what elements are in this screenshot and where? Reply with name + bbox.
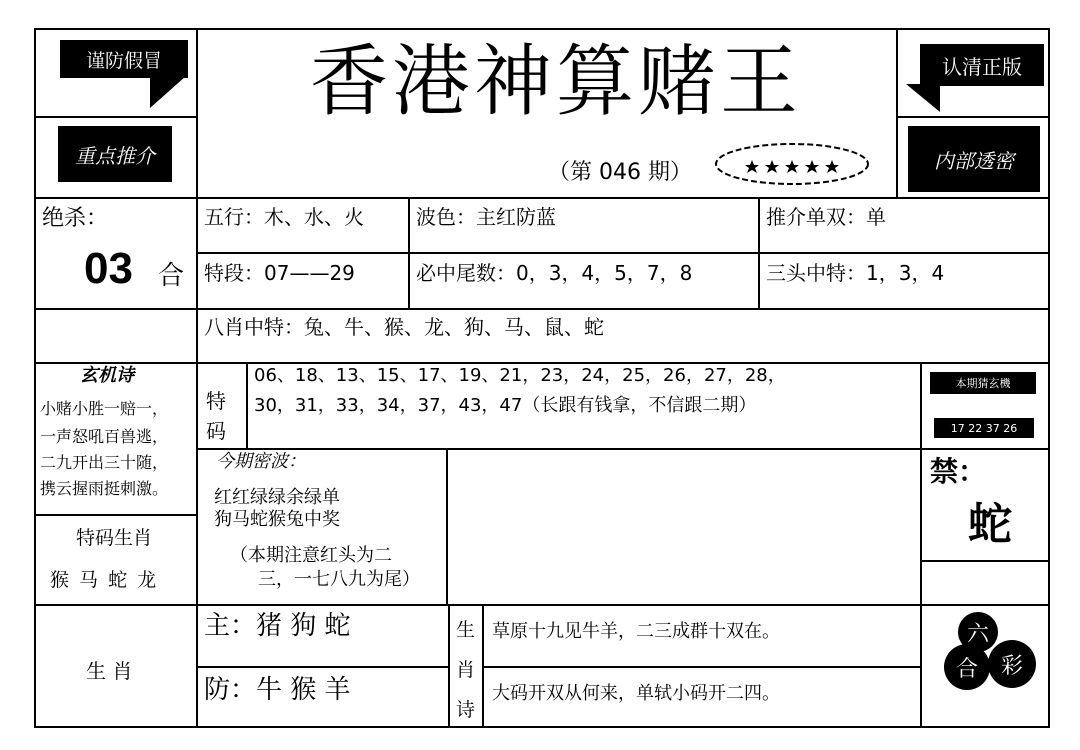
divider <box>920 362 922 728</box>
divider <box>482 666 920 668</box>
wave-color: 波色：主红防蓝 <box>416 205 556 229</box>
special-zodiac-values: 猴 马 蛇 龙 <box>50 569 159 591</box>
badge-recommend: 重点推介 <box>58 126 172 182</box>
badge-inside-info: 内部透密 <box>908 126 1040 192</box>
divider <box>196 252 1050 254</box>
divider <box>196 28 198 198</box>
zodiac-poem-label: 生 <box>456 619 476 641</box>
zodiac-guard: 防：牛 猴 羊 <box>204 675 351 705</box>
zodiac-poem-label: 肖 <box>456 659 476 681</box>
bubble-tail-icon <box>906 84 940 112</box>
secret-numbers-box: 17 22 37 26 <box>934 418 1034 438</box>
poem-line: 二九开出三十随， <box>40 453 169 472</box>
special-zodiac-title: 特码生肖 <box>76 527 153 549</box>
badge-authentic: 认清正版 <box>920 44 1044 86</box>
divider <box>34 308 1050 310</box>
divider <box>196 197 198 727</box>
logo-circle: 六 <box>958 612 998 652</box>
zodiac-poem-line: 草原十九见牛羊，二三成群十双在。 <box>492 621 780 642</box>
special-numbers-line: 30，31，33，34，37，43，47（长跟有钱拿，不信跟二期） <box>254 395 757 416</box>
divider <box>448 604 450 728</box>
tail-numbers: 必中尾数：0，3，4，5，7，8 <box>416 261 693 285</box>
zodiac-main: 主：猪 狗 蛇 <box>204 611 351 641</box>
secret-wave-note: 三，一七八九为尾） <box>258 569 420 590</box>
seal-stamp-icon <box>712 140 872 188</box>
divider <box>246 362 248 450</box>
badge-anti-counterfeit: 谨防假冒 <box>60 40 188 78</box>
divider <box>34 604 196 606</box>
page-title: 香港神算赌王 <box>310 37 803 127</box>
kill-value: 03 <box>84 244 133 293</box>
divider <box>196 666 448 668</box>
divider <box>896 28 898 198</box>
secret-label-box: 本期猜玄機 <box>930 372 1036 394</box>
secret-wave-title: 今期密波： <box>216 451 306 472</box>
special-numbers-line: 06、18、13、15、17、19、21，23，24，25，26，27，28， <box>254 365 786 386</box>
divider <box>34 514 196 516</box>
divider <box>34 362 1050 364</box>
divider <box>896 116 1050 118</box>
zodiac-label: 生 肖 <box>86 659 133 683</box>
odd-even: 推介单双：单 <box>766 205 886 229</box>
zodiac-poem-line: 大码开双从何来，单轼小码开二四。 <box>492 683 780 704</box>
kill-label: 绝杀： <box>42 206 109 231</box>
secret-wave-note: （本期注意红头为二 <box>230 545 392 566</box>
poem-line: 小赌小胜一赔一， <box>40 399 169 418</box>
divider <box>34 197 1050 199</box>
ban-value: 蛇 <box>968 499 1012 550</box>
special-range: 特段：07——29 <box>204 261 355 285</box>
secret-wave-line: 狗马蛇猴兔中奖 <box>214 509 340 530</box>
divider <box>34 116 196 118</box>
poem-title: 玄机诗 <box>80 365 134 386</box>
kill-suffix: 合 <box>158 261 185 291</box>
special-label: 特 <box>206 389 226 413</box>
zodiac-poem-label: 诗 <box>456 699 476 721</box>
secret-wave-line: 红红绿绿余绿单 <box>214 487 340 508</box>
divider <box>196 448 1050 450</box>
special-label: 码 <box>206 419 226 443</box>
poem-line: 一声怒吼百兽逃， <box>40 427 169 446</box>
five-elements: 五行：木、水、火 <box>204 205 364 229</box>
divider <box>196 604 1050 606</box>
divider <box>446 448 448 604</box>
eight-zodiac: 八肖中特：兔、牛、猴、龙、狗、马、鼠、蛇 <box>204 315 604 339</box>
poem-line: 携云握雨挺刺激。 <box>40 479 169 498</box>
head-numbers: 三头中特：1，3，4 <box>766 261 945 285</box>
divider <box>920 560 1050 562</box>
logo-circle: 彩 <box>988 640 1036 688</box>
ban-label: 禁： <box>930 455 987 488</box>
issue-number: （第 046 期） <box>548 160 692 185</box>
logo-circle: 合 <box>944 644 990 690</box>
bubble-tail-icon <box>150 76 186 108</box>
